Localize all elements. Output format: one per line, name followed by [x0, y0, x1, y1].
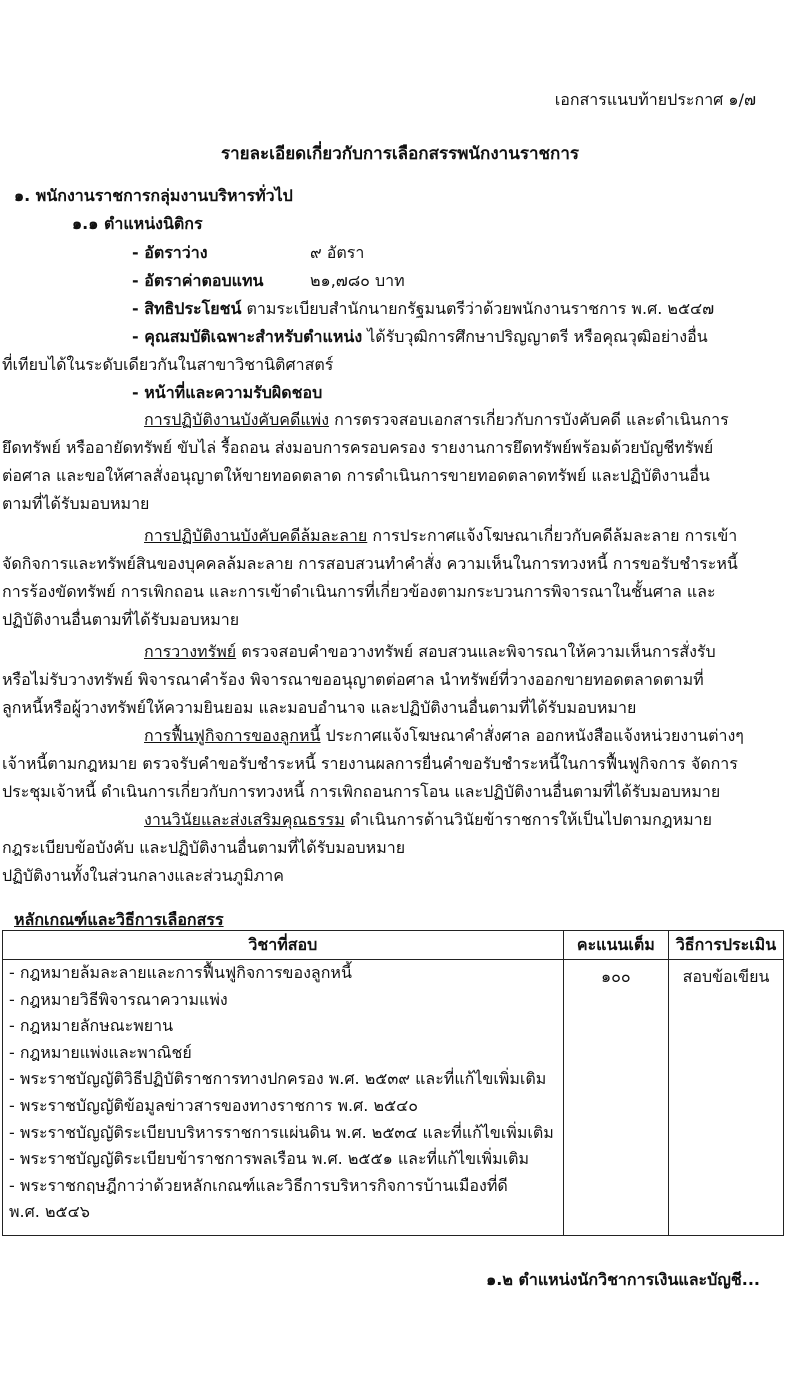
duty-2-line-2: จัดกิจการและทรัพย์สินของบุคคลล้มละลาย การสอบสวนทำคำสั่ง ความเห็นในการทวงหนี้ การขอรับชำระหนี้: [2, 554, 738, 573]
workplace-line: ปฏิบัติงานทั้งในส่วนกลางและส่วนภูมิภาค: [2, 866, 284, 885]
benefit-value: ตามระเบียบสำนักนายกรัฐมนตรีว่าด้วยพนักงานราชการ พ.ศ. ๒๕๔๗: [246, 299, 715, 318]
duty-5-line-1: [144, 808, 712, 832]
duty-1-line-4: ตามที่ได้รับมอบหมาย: [2, 494, 150, 513]
duty-2-title: การปฏิบัติงานบังคับคดีล้มละลาย: [144, 526, 368, 545]
next-section-note: ๑.๒ ตำแหน่งนักวิชาการเงินและบัญชี...: [486, 1270, 760, 1289]
duty-1-title: การปฏิบัติงานบังคับคดีแพ่ง: [144, 410, 330, 429]
duty-3-title: การวางทรัพย์: [144, 642, 237, 661]
duty-4-text: ประกาศแจ้งโฆษณาคำสั่งศาล ออกหนังสือแจ้งหน่วยงานต่างๆ: [325, 726, 744, 745]
duty-3-line-2: หรือไม่รับวางทรัพย์ พิจารณาคำร้อง พิจารณาขออนุญาตต่อศาล นำทรัพย์ที่วางออกขายทอดตลาดตามที่: [2, 670, 704, 689]
document-reference: เอกสารแนบท้ายประกาศ ๑/๗: [554, 90, 756, 109]
col-score-header: คะแนนเต็ม: [563, 931, 668, 960]
subject-item: - กฎหมายล้มละลายและการฟื้นฟูกิจการของลูกหนี้: [9, 963, 352, 982]
duty-4-line-2: เจ้าหนี้ตามกฎหมาย ตรวจรับคำขอรับชำระหนี้ รายงานผลการยื่นคำขอรับชำระหนี้ในการฟื้นฟูกิจการ จัดการ: [2, 754, 738, 773]
subject-item: - กฎหมายวิธีพิจารณาความแพ่ง: [9, 989, 228, 1009]
duty-3-line-3: ลูกหนี้หรือผู้วางทรัพย์ให้ความยินยอม และมอบอำนาจ และปฏิบัติงานอื่นตามที่ได้รับมอบหมาย: [2, 698, 637, 717]
benefit-label: - สิทธิประโยชน์: [132, 299, 242, 318]
section-heading: ๑. พนักงานราชการกลุ่มงานบริหารทั่วไป: [14, 186, 293, 205]
duty-1-text: การตรวจสอบเอกสารเกี่ยวกับการบังคับคดี และดำเนินการ: [334, 410, 729, 429]
vacancy-label: - อัตราว่าง: [132, 243, 208, 262]
duty-1-line-1: [144, 408, 729, 432]
subject-item: - พระราชบัญญัติข้อมูลข่าวสารของทางราชการ พ.ศ. ๒๕๔๐: [9, 1095, 418, 1115]
salary-value: ๒๑,๗๘๐ บาท: [310, 271, 405, 290]
duty-5-line-2: กฎระเบียบข้อบังคับ และปฏิบัติงานอื่นตามที่ได้รับมอบหมาย: [2, 838, 406, 857]
subject-list: [3, 960, 564, 1236]
duty-3-text: ตรวจสอบคำขอวางทรัพย์ สอบสวนและพิจารณาให้ความเห็นการสั่งรับ: [241, 642, 716, 661]
duty-4-title: การฟื้นฟูกิจการของลูกหนี้: [144, 726, 321, 745]
qualification-line: [132, 325, 708, 349]
method-cell: สอบข้อเขียน: [668, 960, 783, 1236]
criteria-heading: หลักเกณฑ์และวิธีการเลือกสรร: [14, 910, 224, 929]
subject-item: - พระราชกฤษฎีกาว่าด้วยหลักเกณฑ์และวิธีการบริหารกิจการบ้านเมืองที่ดี: [9, 1175, 508, 1195]
benefit-line: [132, 297, 714, 321]
qualification-label: - คุณสมบัติเฉพาะสำหรับตำแหน่ง: [132, 327, 363, 346]
col-method-header: วิธีการประเมิน: [668, 931, 783, 960]
table-row: [3, 960, 784, 1236]
table-header-row: [3, 931, 784, 960]
position-heading: ๑.๑ ตำแหน่งนิติกร: [72, 214, 203, 233]
score-cell: ๑๐๐: [563, 960, 668, 1236]
duty-2-line-1: [144, 524, 737, 548]
duty-5-title: งานวินัยและส่งเสริมคุณธรรม: [144, 810, 345, 829]
duty-4-line-1: [144, 724, 744, 748]
qualification-value-cont: ที่เทียบได้ในระดับเดียวกันในสาขาวิชานิติศาสตร์: [2, 355, 334, 374]
duty-1-line-3: ต่อศาล และขอให้ศาลสั่งอนุญาตให้ขายทอดตลาด การดำเนินการขายทอดตลาดทรัพย์ และปฏิบัติงานอื่น: [2, 466, 710, 485]
duty-2-text: การประกาศแจ้งโฆษณาเกี่ยวกับคดีล้มละลาย การเข้า: [372, 526, 738, 545]
vacancy-value: ๙ อัตรา: [310, 243, 365, 262]
duty-5-text: ดำเนินการด้านวินัยข้าราชการให้เป็นไปตามกฎหมาย: [349, 810, 712, 829]
duty-2-line-3: การร้องขัดทรัพย์ การเพิกถอน และการเข้าดำเนินการที่เกี่ยวข้องตามกระบวนการพิจารณาในชั้นศาล และ: [2, 582, 716, 601]
criteria-table: [2, 930, 784, 1236]
subject-item: - กฎหมายลักษณะพยาน: [9, 1016, 174, 1036]
qualification-value: ได้รับวุฒิการศึกษาปริญญาตรี หรือคุณวุฒิอย่างอื่น: [367, 327, 708, 346]
subject-item: - พระราชบัญญัติวิธีปฏิบัติราชการทางปกครอง พ.ศ. ๒๕๓๙ และที่แก้ไขเพิ่มเติม: [9, 1069, 547, 1089]
salary-label: - อัตราค่าตอบแทน: [132, 271, 264, 290]
subject-item: - พระราชบัญญัติระเบียบบริหารราชการแผ่นดิน พ.ศ. ๒๕๓๔ และที่แก้ไขเพิ่มเติม: [9, 1122, 554, 1142]
duty-3-line-1: [144, 640, 716, 664]
subject-item: - กฎหมายแพ่งและพาณิชย์: [9, 1042, 192, 1062]
duty-1-line-2: ยึดทรัพย์ หรืออายัดทรัพย์ ขับไล่ รื้อถอน ส่งมอบการครอบครอง รายงานการยึดทรัพย์พร้อมด้วยบัญชีทรัพย์: [2, 438, 714, 457]
duty-label: - หน้าที่และความรับผิดชอบ: [132, 383, 323, 402]
duty-2-line-4: ปฏิบัติงานอื่นตามที่ได้รับมอบหมาย: [2, 610, 240, 629]
duty-4-line-3: ประชุมเจ้าหนี้ ดำเนินการเกี่ยวกับการทวงหนี้ การเพิกถอนการโอน และปฏิบัติงานอื่นตามที่ได้รับมอบหมาย: [2, 782, 721, 801]
col-subject-header: วิชาที่สอบ: [3, 931, 564, 960]
subject-item: - พระราชบัญญัติระเบียบข้าราชการพลเรือน พ.ศ. ๒๕๕๑ และที่แก้ไขเพิ่มเติม: [9, 1149, 530, 1169]
subject-item: พ.ศ. ๒๕๔๖: [9, 1202, 90, 1222]
page-title: รายละเอียดเกี่ยวกับการเลือกสรรพนักงานราชการ: [220, 144, 579, 164]
